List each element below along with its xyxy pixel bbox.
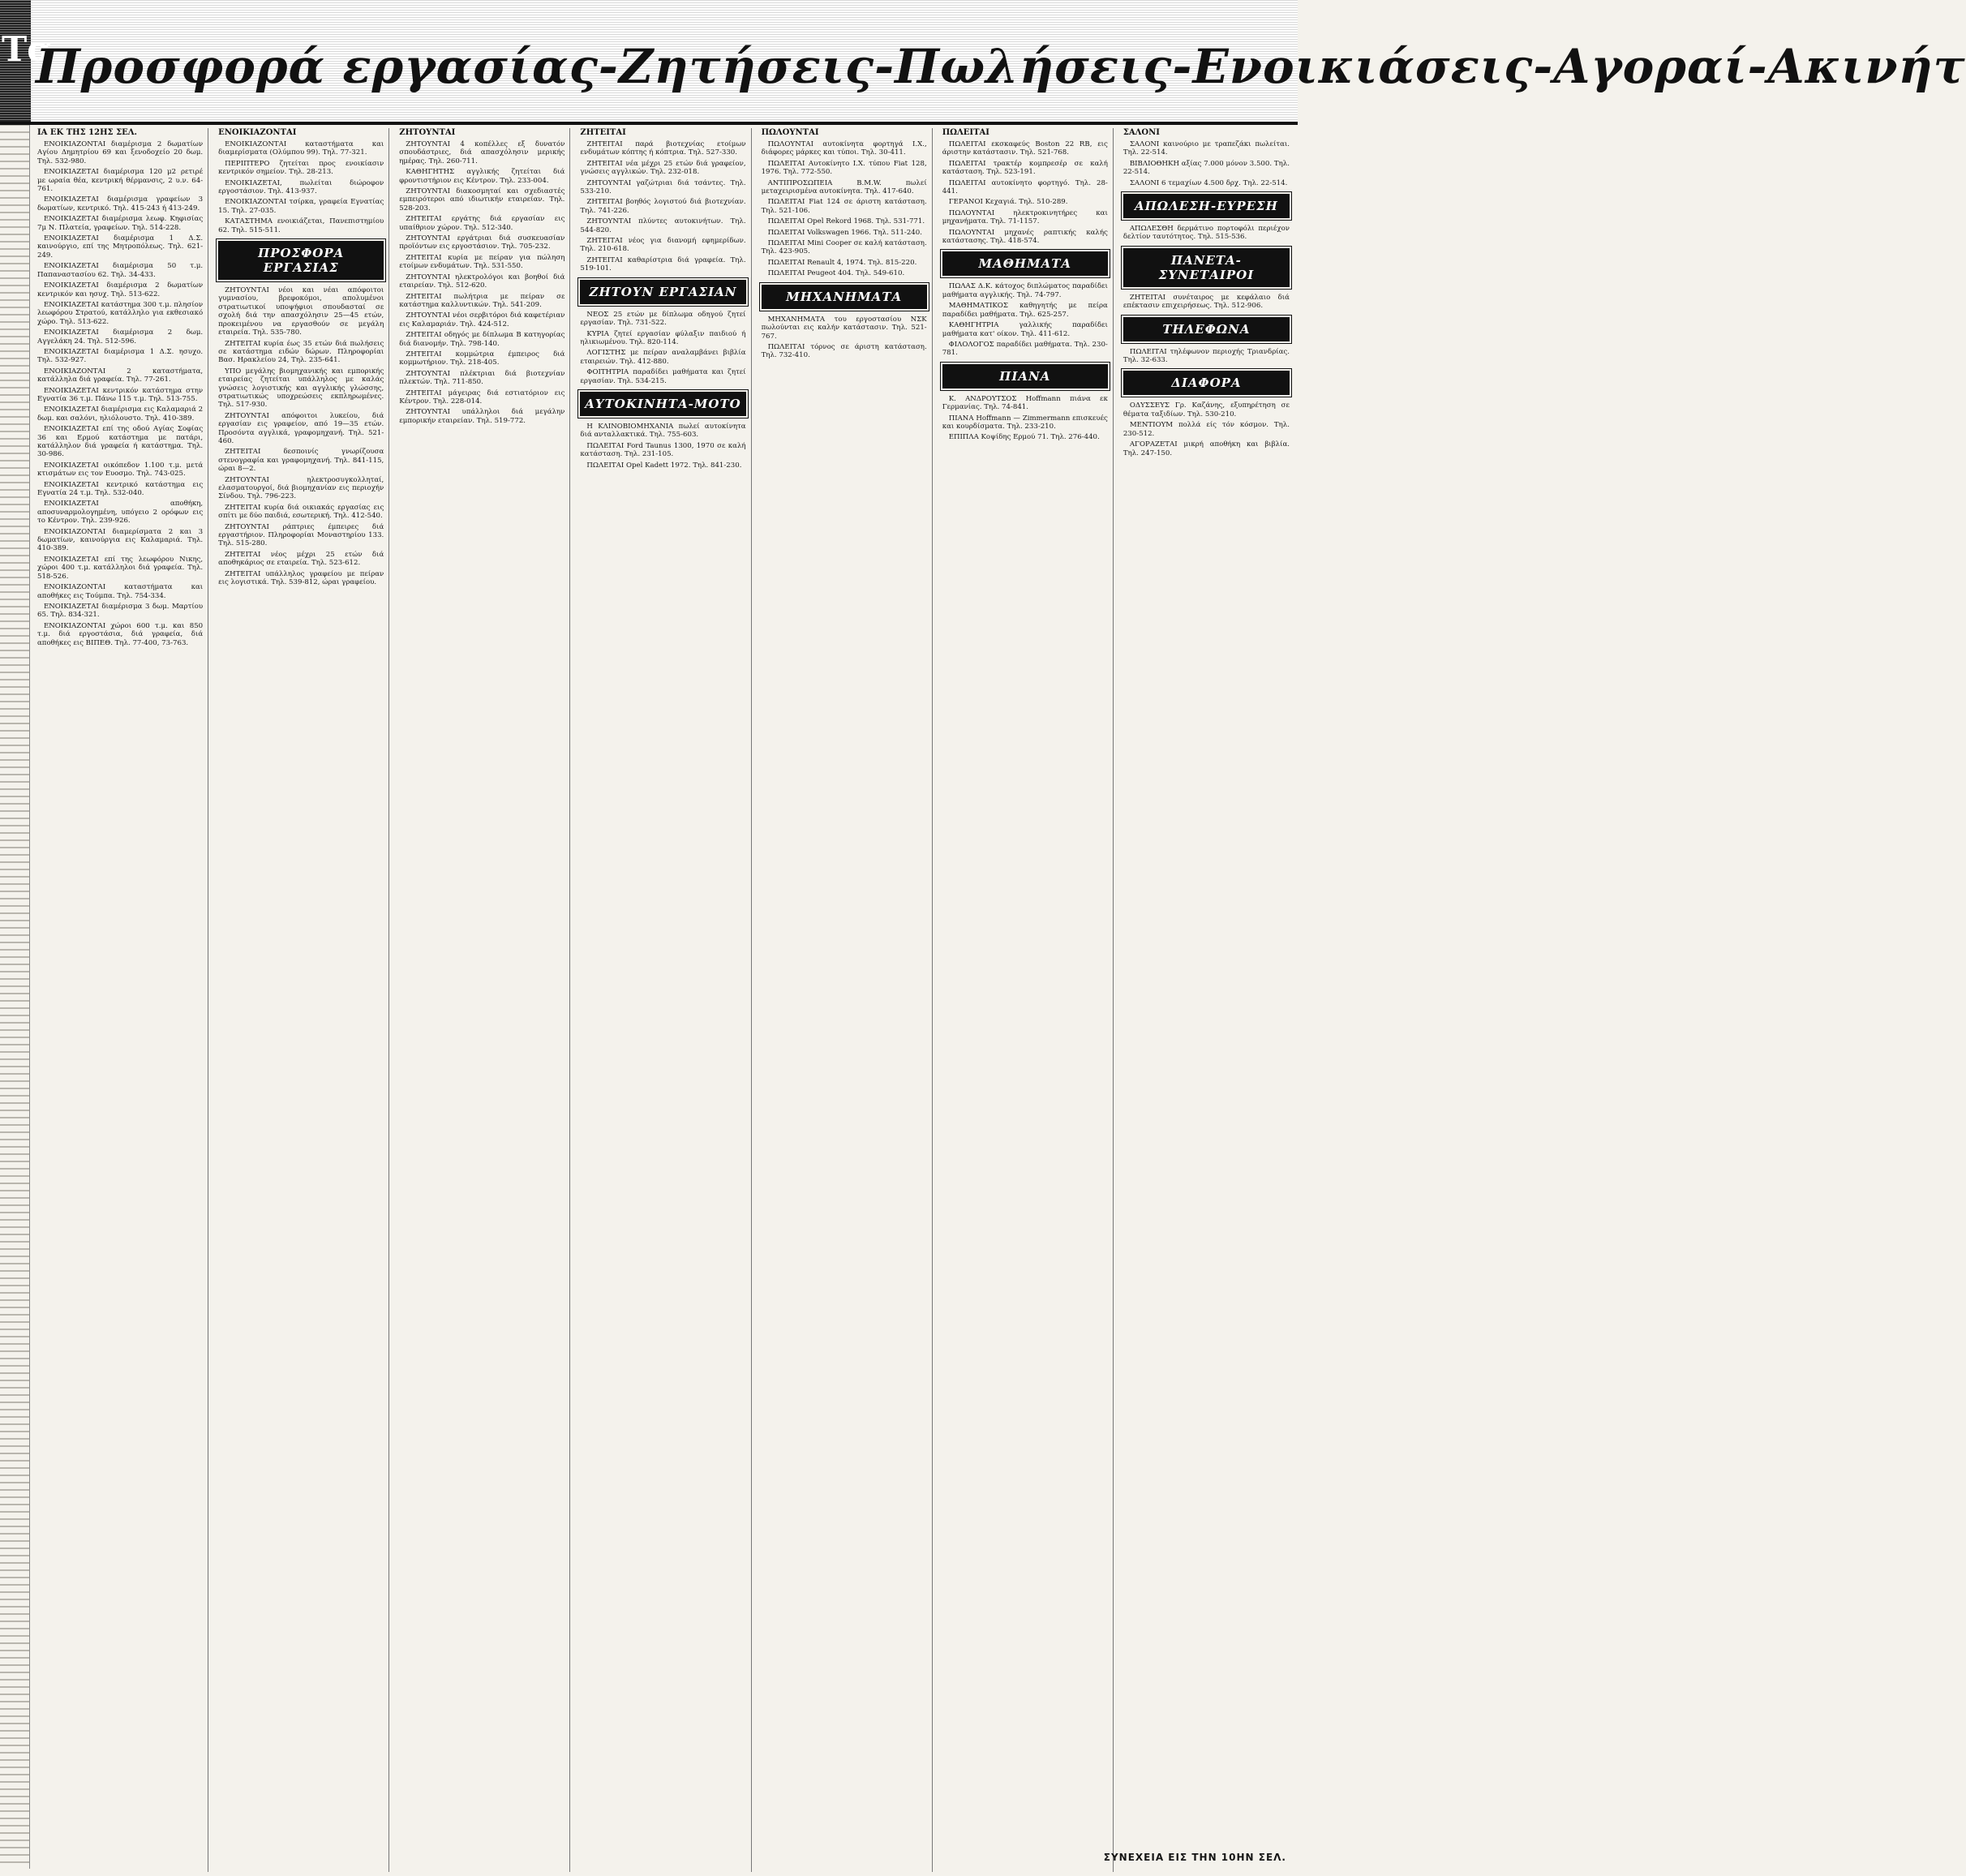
section-heading: ΔΙΑΦΟΡΑ: [1123, 371, 1290, 395]
classified-ad: ΠΩΛΑΣ Δ.Κ. κάτοχος διπλώματος παραδίδει μαθήματα αγγλικής. Τηλ. 74-797.: [942, 282, 1108, 299]
classified-ad: ΖΗΤΟΥΝΤΑΙ 4 κοπέλλες εξ δυνατόν σπουδάστριες, διά απασχόλησιν μερικής ημέρας. Τηλ. 260-711.: [399, 140, 565, 165]
section-heading: ΠΑΝΕΤΑ-ΣΥΝΕΤΑΙΡΟΙ: [1123, 248, 1290, 287]
classified-ad: ΒΙΒΛΙΟΘΗΚΗ αξίας 7.000 μόνον 3.500. Τηλ. 22-514.: [1123, 159, 1290, 177]
ad-column: [575, 128, 751, 1872]
column-lead: ΠΩΛΕΙΤΑΙ: [942, 128, 989, 137]
column-lead: ΣΑΛΟΝΙ: [1123, 128, 1160, 137]
classified-ad: ΟΔΥΣΣΕΥΣ Γρ. Καζάνης, εξυπηρέτηση σε θέματα ταξιδίων. Τηλ. 530-210.: [1123, 401, 1290, 419]
classified-ad: ΚΑΘΗΓΗΤΗΣ αγγλικής ζητείται διά φροντιστήριον εις Κέντρον. Τηλ. 233-004.: [399, 168, 565, 185]
classified-ad: ΕΝΟΙΚΙΑΖΕΤΑΙ αποθήκη, αποσυναρμολογημένη, υπόγειο 2 ορόφων εις το Κέντρον. Τηλ. 239-926.: [37, 500, 204, 526]
section-heading: ΠΙΑΝΑ: [942, 364, 1108, 389]
classified-ad: ΑΝΤΙΠΡΟΣΩΠΕΙΑ B.M.W. πωλεί μεταχειρισμένα αυτοκίνητα. Τηλ. 417-640.: [761, 178, 927, 196]
masthead-stub: [0, 0, 54, 122]
classified-ad: ΕΝΟΙΚΙΑΖΕΤΑΙ διαμέρισμα λεωφ. Κηφισίας 7μ Ν. Πλατεία, γραφείων. Τηλ. 514-228.: [37, 215, 204, 232]
classified-ad: ΕΝΟΙΚΙΑΖΕΤΑΙ διαμέρισμα 1 Δ.Σ. ησυχο. Τηλ. 532-927.: [37, 347, 204, 365]
classified-ad: ΖΗΤΟΥΝΤΑΙ ηλεκτροσυγκολληταί, ελασματουργοί, διά βιομηχανίαν εις περιοχήν Σίνδου. Τηλ. 796-223.: [218, 475, 384, 501]
classified-ad: ΕΝΟΙΚΙΑΖΕΤΑΙ επί της οδού Αγίας Σοφίας 36 και Ερμού κατάστημα με πατάρι, κατάλληλον διά γραφεία ή κατάστημα. Τηλ. 30-986.: [37, 425, 204, 459]
classified-ad: ΖΗΤΕΙΤΑΙ κυρία έως 35 ετών διά πωλήσεις σε κατάστημα ειδών δώρων. Πληροφορίαι Βασ. Ηρακλείου 24, Τηλ. 235-641.: [218, 339, 384, 365]
classified-ad: ΖΗΤΕΙΤΑΙ νέος για διανομή εφημερίδων. Τηλ. 210-618.: [580, 237, 746, 254]
classified-ad: ΕΝΟΙΚΙΑΖΟΝΤΑΙ χώροι 600 τ.μ. και 850 τ.μ. διά εργοστάσια, διά γραφεία, διά αποθήκες εις ΒΙΠΕΘ. Τηλ. 77-400, 73-763.: [37, 621, 204, 647]
classified-ad: ΕΝΟΙΚΙΑΖΕΤΑΙ διαμέρισμα 2 δωμ. Αγγελάκη 24. Τηλ. 512-596.: [37, 328, 204, 346]
continued-note: ΣΥΝΕΧΕΙΑ ΕΙΣ ΤΗΝ 10ΗΝ ΣΕΛ.: [1103, 1852, 1286, 1863]
classified-ad: ΠΩΛΕΙΤΑΙ Mini Cooper σε καλή κατάσταση. Τηλ. 423-905.: [761, 239, 927, 256]
classified-ad: ΖΗΤΟΥΝΤΑΙ διακοσμηταί και σχεδιαστές εμπειρότεροι από ιδιωτικήν εταιρείαν. Τηλ. 528-203.: [399, 187, 565, 212]
classified-ad: ΕΝΟΙΚΙΑΖΕΤΑΙ κεντρικόν κατάστημα στην Εγνατία 36 τ.μ. Πάνω 115 τ.μ. Τηλ. 513-755.: [37, 386, 204, 403]
classified-ad: ΠΩΛΕΙΤΑΙ τηλέφωνον περιοχής Τριανδρίας. Τηλ. 32-633.: [1123, 347, 1290, 365]
classified-ad: ΖΗΤΟΥΝΤΑΙ ράπτριες έμπειρες διά εργαστήριον. Πληροφορίαι Μοναστηρίου 133. Τηλ. 515-280.: [218, 522, 384, 548]
classified-ad: Η ΚΛΙΝΟΒΙΟΜΗΧΑΝΙΑ πωλεί αυτοκίνητα διά ανταλλακτικά. Τηλ. 755-603.: [580, 422, 746, 440]
classified-ad: ΖΗΤΕΙΤΑΙ πωλήτρια με πείραν σε κατάστημα καλλυντικών. Τηλ. 541-209.: [399, 292, 565, 309]
classified-ad: ΕΝΟΙΚΙΑΖΟΝΤΑΙ διαμερίσματα 2 και 3 δωματίων, καινούργια εις Καλαμαριά. Τηλ. 410-389.: [37, 527, 204, 553]
classified-ad: ΥΠΟ μεγάλης βιομηχανικής και εμπορικής εταιρείας ζητείται υπάλληλος με καλάς γνώσεις λογιστικής και αγγλικής γλώσσης, στρατιωτικώς υποχρεώσεις εκπληρωμένες. Τηλ. 517-930.: [218, 367, 384, 410]
classified-ad: ΠΩΛΕΙΤΑΙ Peugeot 404. Τηλ. 549-610.: [767, 269, 905, 278]
classified-ad: ΖΗΤΟΥΝΤΑΙ νέοι σερβιτόροι διά καφετέριαν εις Καλαμαριάν. Τηλ. 424-512.: [399, 311, 565, 328]
classified-ad: ΦΙΛΟΛΟΓΟΣ παραδίδει μαθήματα. Τηλ. 230-781.: [942, 340, 1108, 358]
classified-ad: ΣΑΛΟΝΙ καινούριο με τραπεζάκι πωλείται. Τηλ. 22-514.: [1123, 140, 1290, 157]
ad-column: [1118, 128, 1294, 1872]
classified-ad: ΠΩΛΟΥΝΤΑΙ μηχανές ραπτικής καλής κατάστασης. Τηλ. 418-574.: [942, 228, 1108, 246]
classified-ad: ΖΗΤΟΥΝΤΑΙ απόφοιτοι λυκείου, διά εργασίαν εις γραφείον, από 19—35 ετών. Προσόντα αγγλικά, γραφομηχανή. Τηλ. 521-460.: [218, 411, 384, 445]
classified-ad: ΕΝΟΙΚΙΑΖΟΝΤΑΙ καταστήματα και αποθήκες εις Τούμπα. Τηλ. 754-334.: [37, 583, 204, 600]
classified-ad: ΖΗΤΕΙΤΑΙ κυρία με πείραν για πώληση ετοίμων ενδυμάτων. Τηλ. 531-550.: [399, 253, 565, 271]
ad-column: [32, 128, 208, 1872]
section-heading: ΤΗΛΕΦΩΝΑ: [1123, 317, 1290, 341]
classified-ad: ΓΕΡΑΝΟΙ Κεχαγιά. Τηλ. 510-289.: [948, 198, 1068, 207]
column-lead: ΖΗΤΟΥΝΤΑΙ: [399, 128, 456, 137]
classified-ad: ΠΩΛΕΙΤΑΙ Opel Rekord 1968. Τηλ. 531-771.: [767, 217, 925, 226]
classified-ad: ΖΗΤΟΥΝΤΑΙ πλέκτριαι διά βιοτεχνίαν πλεκτών. Τηλ. 711-850.: [399, 369, 565, 387]
section-heading: ΜΑΘΗΜΑΤΑ: [942, 251, 1108, 276]
column-lead: ΖΗΤΕΙΤΑΙ: [580, 128, 626, 137]
classified-ad: ΕΝΟΙΚΙΑΖΕΤΑΙ διαμέρισμα 120 μ2 ρετιρέ με ωραία θέα, κεντρική θέρμανσις, 2 υ.ν. 64-761.: [37, 168, 204, 194]
classified-ad: ΖΗΤΕΙΤΑΙ παρά βιοτεχνίας ετοίμων ενδυμάτων κόπτης ή κόπτρια. Τηλ. 527-330.: [580, 140, 746, 157]
classifieds-masthead: [0, 0, 1966, 125]
classified-ad: ΖΗΤΟΥΝΤΑΙ γαζώτριαι διά τσάντες. Τηλ. 533-210.: [580, 178, 746, 196]
classified-ad: ΕΝΟΙΚΙΑΖΕΤΑΙ οικόπεδον 1.100 τ.μ. μετά κτισμάτων εις τον Ευοσμο. Τηλ. 743-025.: [37, 461, 204, 479]
classified-ad: Κ. ΑΝΔΡΟΥΤΣΟΣ Hoffmann πιάνα εκ Γερμανίας. Τηλ. 74-841.: [942, 394, 1108, 412]
classified-ad: ΖΗΤΕΙΤΑΙ κυρία διά οικιακάς εργασίας εις σπίτι με δύο παιδιά, εσωτερική. Τηλ. 412-540.: [218, 503, 384, 521]
classified-ad: ΠΩΛΕΙΤΑΙ Volkswagen 1966. Τηλ. 511-240.: [767, 228, 922, 237]
classifieds-columns: [32, 128, 1294, 1872]
classified-ad: ΖΗΤΕΙΤΑΙ νέα μέχρι 25 ετών διά γραφείον, γνώσεις αγγλικών. Τηλ. 232-018.: [580, 159, 746, 177]
classified-ad: ΦΟΙΤΗΤΡΙΑ παραδίδει μαθήματα και ζητεί εργασίαν. Τηλ. 534-215.: [580, 368, 746, 385]
section-heading: ΖΗΤΟΥΝ ΕΡΓΑΣΙΑΝ: [580, 280, 745, 304]
classified-ad: ΠΩΛΟΥΝΤΑΙ αυτοκίνητα φορτηγά Ι.Χ., διάφορες μάρκες και τύποι. Τηλ. 30-411.: [761, 140, 927, 157]
classified-ad: ΠΩΛΕΙΤΑΙ Ford Taunus 1300, 1970 σε καλή κατάσταση. Τηλ. 231-105.: [580, 441, 746, 459]
classified-ad: ΠΩΛΕΙΤΑΙ Αυτοκίνητο Ι.Χ. τύπου Fiat 128, 1976. Τηλ. 772-550.: [761, 159, 927, 177]
classified-ad: ΕΝΟΙΚΙΑΖΕΤΑΙ διαμέρισμα 2 δωματίων κεντρικόν και ησυχ. Τηλ. 513-622.: [37, 281, 204, 298]
classified-ad: ΠΕΡΙΠΤΕΡΟ ζητείται προς ενοικίασιν κεντρικόν σημείον. Τηλ. 28-213.: [218, 159, 384, 177]
classified-ad: ΠΩΛΟΥΝΤΑΙ ηλεκτροκινητήρες και μηχανήματα. Τηλ. 71-1157.: [942, 208, 1108, 226]
classified-ad: ΠΩΛΕΙΤΑΙ εκσκαφεύς Boston 22 RB, εις άριστην κατάστασιν. Τηλ. 521-768.: [942, 140, 1108, 157]
classified-ad: ΕΝΟΙΚΙΑΖΕΤΑΙ, πωλείται διώροφον εργοστάσιον. Τηλ. 413-937.: [218, 178, 384, 196]
classified-ad: ΕΝΟΙΚΙΑΖΟΝΤΑΙ καταστήματα και διαμερίσματα (Ολύμπου 99). Τηλ. 77-321.: [218, 140, 384, 157]
classified-ad: ΑΠΩΛΕΣΘΗ δερμάτινο πορτοφόλι περιέχον δελτίον ταυτότητος. Τηλ. 515-536.: [1123, 225, 1290, 242]
classified-ad: ΠΩΛΕΙΤΑΙ Fiat 124 σε άριστη κατάσταση. Τηλ. 521-106.: [761, 198, 927, 215]
classified-ad: ΚΑΘΗΓΗΤΡΙΑ γαλλικής παραδίδει μαθήματα κατ' οίκον. Τηλ. 411-612.: [942, 321, 1108, 338]
section-heading: ΑΠΩΛΕΣΗ-ΕΥΡΕΣΗ: [1123, 194, 1290, 218]
cropped-left-column: [0, 125, 30, 1869]
classified-ad: ΕΝΟΙΚΙΑΖΕΤΑΙ διαμέρισμα 1 Δ.Σ. καινούργιο, επί της Μητροπόλεως. Τηλ. 621-249.: [37, 234, 204, 260]
classified-ad: ΠΩΛΕΙΤΑΙ τόρνος σε άριστη κατάσταση. Τηλ. 732-410.: [761, 342, 927, 360]
classified-ad: ΖΗΤΕΙΤΑΙ οδηγός με δίπλωμα Β κατηγορίας διά διανομήν. Τηλ. 798-140.: [399, 331, 565, 348]
classified-ad: ΚΑΤΑΣΤΗΜΑ ενοικιάζεται, Πανεπιστημίου 62. Τηλ. 515-511.: [218, 217, 384, 234]
classified-ad: ΜΕΝΤΙΟΥΜ πολλά είς τόν κόσμον. Τηλ. 230-512.: [1123, 421, 1290, 438]
ad-column: [938, 128, 1114, 1872]
classified-ad: ΖΗΤΕΙΤΑΙ καθαρίστρια διά γραφεία. Τηλ. 519-101.: [580, 255, 746, 273]
classified-ad: ΖΗΤΟΥΝΤΑΙ εργάτριαι διά συσκευασίαν προϊόντων εις εργοστάσιον. Τηλ. 705-232.: [399, 234, 565, 251]
classified-ad: ΠΩΛΕΙΤΑΙ Opel Kadett 1972. Τηλ. 841-230.: [586, 461, 742, 470]
classified-ad: ΕΝΟΙΚΙΑΖΕΤΑΙ διαμέρισμα 3 δωμ. Μαρτίου 65. Τηλ. 834-321.: [37, 602, 204, 620]
classified-ad: ΜΑΘΗΜΑΤΙΚΟΣ καθηγητής με πείρα παραδίδει μαθήματα. Τηλ. 625-257.: [942, 302, 1108, 319]
classified-ad: ΖΗΤΟΥΝΤΑΙ ηλεκτρολόγοι και βοηθοί διά εταιρείαν. Τηλ. 512-620.: [399, 273, 565, 290]
section-heading: ΠΡΟΣΦΟΡΑ ΕΡΓΑΣΙΑΣ: [218, 241, 384, 280]
classified-ad: ΠΩΛΕΙΤΑΙ αυτοκίνητο φορτηγό. Τηλ. 28-441.: [942, 178, 1108, 196]
classified-ad: ΕΝΟΙΚΙΑΖΟΝΤΑΙ 2 καταστήματα, κατάλληλα διά γραφεία. Τηλ. 77-261.: [37, 367, 204, 384]
classified-ad: ΖΗΤΕΙΤΑΙ συνέταιρος με κεφάλαιο διά επέκτασιν επιχειρήσεως. Τηλ. 512-906.: [1123, 293, 1290, 311]
ad-column: [757, 128, 933, 1872]
classified-ad: ΕΝΟΙΚΙΑΖΕΤΑΙ κατάστημα 300 τ.μ. πλησίον λεωφόρου Στρατού, κατάλληλο για εκθεσιακό χώρο. Τηλ. 513-622.: [37, 300, 204, 326]
column-lead: ΠΩΛΟΥΝΤΑΙ: [761, 128, 819, 137]
classified-ad: ΖΗΤΟΥΝΤΑΙ πλύντες αυτοκινήτων. Τηλ. 544-820.: [580, 217, 746, 234]
section-heading: ΑΥΤΟΚΙΝΗΤΑ-ΜΟΤΟ: [580, 392, 745, 416]
masthead-title: Προσφορά εργασίας-Ζητήσεις-Πωλήσεις-Ενοικιάσεις-Αγοραί-Ακινήτ: [36, 39, 1966, 94]
classified-ad: ΖΗΤΕΙΤΑΙ υπάλληλος γραφείου με πείραν εις λογιστικά. Τηλ. 539-812, ώραι γραφείου.: [218, 569, 384, 587]
classified-ad: ΖΗΤΕΙΤΑΙ νέος μέχρι 25 ετών διά αποθηκάριος σε εταιρεία. Τηλ. 523-612.: [218, 550, 384, 568]
classified-ad: ΕΝΟΙΚΙΑΖΕΤΑΙ επί της λεωφόρου Νικης, χώροι 400 τ.μ. κατάλληλοι διά γραφεία. Τηλ. 518-526.: [37, 555, 204, 581]
classified-ad: ΕΝΟΙΚΙΑΖΕΤΑΙ διαμέρισμα 50 τ.μ. Παπαναστασίου 62. Τηλ. 34-433.: [37, 262, 204, 279]
classified-ad: ΜΗΧΑΝΗΜΑΤΑ του εργοστασίου ΝΣΚ πωλούνται εις καλήν κατάστασιν. Τηλ. 521-767.: [761, 315, 927, 341]
classified-ad: ΝΕΟΣ 25 ετών με δίπλωμα οδηγού ζητεί εργασίαν. Τηλ. 731-522.: [580, 310, 746, 328]
classified-ad: ΖΗΤΟΥΝΤΑΙ νέοι και νέαι απόφοιτοι γυμνασίου, βρεφοκόμοι, απολυμένοι στρατιωτικοί υποψήφιοι σπουδασταί σε σχολή διά την απασχόλησιν 25—45 ετών, προκειμένου να εργασθούν σε μεγάλη εταιρεία. Τηλ. 535-780.: [218, 286, 384, 337]
classified-ad: ΚΥΡΙΑ ζητεί εργασίαν φύλαξιν παιδιού ή ηλικιωμένου. Τηλ. 820-114.: [580, 329, 746, 346]
classified-ad: ΕΝΟΙΚΙΑΖΕΤΑΙ κεντρικό κατάστημα εις Εγνατία 24 τ.μ. Τηλ. 532-040.: [37, 480, 204, 498]
classified-ad: ΠΙΑΝΑ Hoffmann — Zimmermann επισκευές και κουρδίσματα. Τηλ. 233-210.: [942, 414, 1108, 431]
classified-ad: ΑΓΟΡΑΖΕΤΑΙ μικρή αποθήκη και βιβλία. Τηλ. 247-150.: [1123, 440, 1290, 457]
classified-ad: ΣΑΛΟΝΙ 6 τεμαχίων 4.500 δρχ. Τηλ. 22-514.: [1129, 178, 1288, 187]
section-heading: ΜΗΧΑΝΗΜΑΤΑ: [762, 285, 927, 309]
classified-ad: ΖΗΤΕΙΤΑΙ μάγειρας διά εστιατόριον εις Κέντρον. Τηλ. 228-014.: [399, 389, 565, 406]
classified-ad: ΖΗΤΕΙΤΑΙ βοηθός λογιστού διά βιοτεχνίαν. Τηλ. 741-226.: [580, 198, 746, 215]
classified-ad: ΖΗΤΕΙΤΑΙ εργάτης διά εργασίαν εις υπαίθριον χώρον. Τηλ. 512-340.: [399, 215, 565, 232]
classified-ad: ΖΗΤΕΙΤΑΙ δεσποινίς γνωρίζουσα στενογραφία και γραφομηχανή. Τηλ. 841-115, ώραι 8—2.: [218, 448, 384, 474]
column-lead: ΙΑ ΕΚ ΤΗΣ 12ΗΣ ΣΕΛ.: [37, 128, 138, 137]
classified-ad: ΕΝΟΙΚΙΑΖΕΤΑΙ διαμέρισμα εις Καλαμαριά 2 δωμ. και σαλόνι, ηλιόλουστο. Τηλ. 410-389.: [37, 406, 204, 423]
classified-ad: ΛΟΓΙΣΤΗΣ με πείραν αναλαμβάνει βιβλία εταιρειών. Τηλ. 412-880.: [580, 349, 746, 366]
classified-ad: ΖΗΤΟΥΝΤΑΙ υπάλληλοι διά μεγάλην εμπορικήν εταιρείαν. Τηλ. 519-772.: [399, 408, 565, 425]
masthead-stub-text: Τα: [2, 29, 54, 69]
classified-ad: ΠΩΛΕΙΤΑΙ τρακτέρ κομπρεσέρ σε καλή κατάσταση. Τηλ. 523-191.: [942, 159, 1108, 177]
classified-ad: ΕΝΟΙΚΙΑΖΟΝΤΑΙ διαμέρισμα 2 δωματίων Αγίου Δημητρίου 69 και ξενοδοχείο 20 δωμ. Τηλ. 532-980.: [37, 140, 204, 165]
classified-ad: ΕΝΟΙΚΙΑΖΟΝΤΑΙ τσίρκα, γραφεία Εγνατίας 15. Τηλ. 27-035.: [218, 198, 384, 215]
classified-ad: ΕΠΙΠΛΑ Κοψίδης Ερμού 71. Τηλ. 276-440.: [948, 433, 1100, 442]
ad-column: [394, 128, 570, 1872]
classified-ad: ΖΗΤΕΙΤΑΙ κομμώτρια έμπειρος διά κομμωτήριον. Τηλ. 218-405.: [399, 350, 565, 367]
ad-column: [213, 128, 389, 1872]
column-lead: ΕΝΟΙΚΙΑΖΟΝΤΑΙ: [218, 128, 297, 137]
classified-ad: ΠΩΛΕΙΤΑΙ Renault 4, 1974. Τηλ. 815-220.: [767, 258, 917, 267]
classified-ad: ΕΝΟΙΚΙΑΖΕΤΑΙ διαμέρισμα γραφείων 3 δωματίων, κεντρικό. Τηλ. 415-243 ή 413-249.: [37, 195, 204, 212]
